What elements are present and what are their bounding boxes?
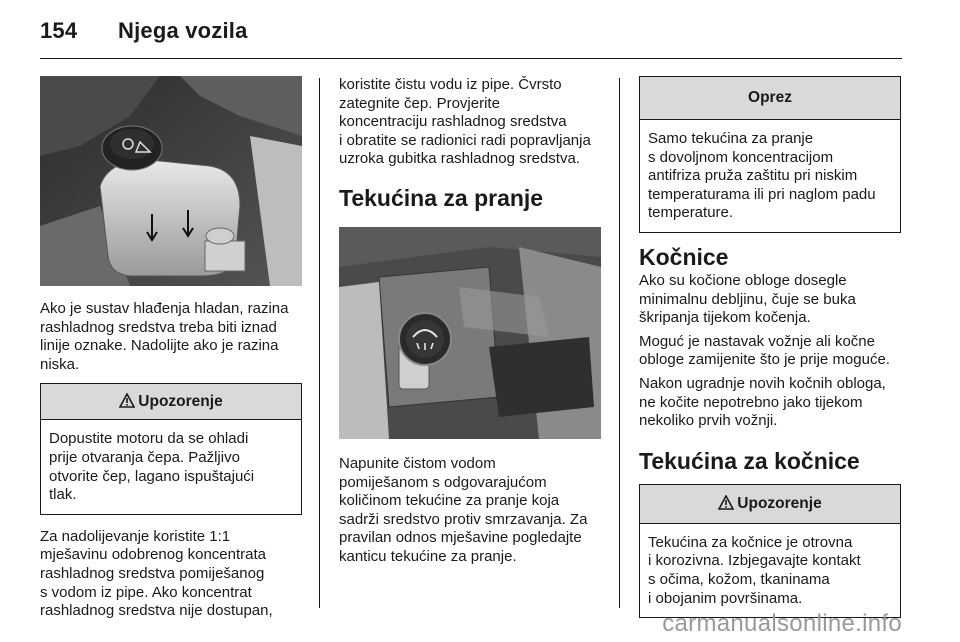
- text-line: zategnite čep. Provjerite: [339, 94, 500, 112]
- text-line: koristite čistu vodu iz pipe. Čvrsto: [339, 76, 562, 93]
- text-line: temperaturama ili pri naglom padu: [648, 185, 876, 203]
- brakes-heading: Kočnice: [639, 243, 729, 270]
- caution-box-header: Oprez: [640, 77, 900, 120]
- brakes-paragraph-1: [639, 272, 901, 328]
- text-line: Tekućina za kočnice je otrovna: [648, 533, 853, 551]
- text-line: s očima, kožom, tkaninama: [648, 570, 830, 588]
- column-divider-1: [319, 78, 320, 608]
- warning-box-coolant: [40, 383, 302, 514]
- coolant-continued-paragraph: [339, 76, 605, 169]
- text-line: s vodom iz pipe. Ako koncentrat: [40, 583, 252, 601]
- warning-box-header: [41, 384, 301, 420]
- coolant-level-paragraph: [40, 300, 302, 374]
- text-line: pomiješanom s odgovarajućom: [339, 473, 547, 491]
- warning-box-brake-fluid: [639, 484, 901, 618]
- caution-box: [639, 76, 901, 233]
- column-1: [40, 76, 302, 621]
- text-line: i obratite se radionici radi popravljanja: [339, 131, 591, 149]
- text-line: minimalnu debljinu, čuje se buka: [639, 290, 856, 308]
- text-line: linije oznake. Nadolijte ako je razina: [40, 337, 279, 355]
- warning-title: Upozorenje: [138, 393, 223, 411]
- text-line: pravilan odnos mješavine pogledajte: [339, 529, 582, 547]
- coolant-refill-paragraph: [40, 528, 302, 621]
- brake-fluid-heading: Tekućina za kočnice: [639, 447, 860, 474]
- text-line: niska.: [40, 355, 80, 373]
- text-line: sadrži sredstvo protiv smrzavanja. Za: [339, 510, 588, 528]
- washer-fluid-photo: [339, 227, 601, 439]
- text-line: Dopustite motoru da se ohladi: [49, 430, 249, 448]
- brakes-paragraph-3: [639, 375, 901, 431]
- warning-box-body: [640, 524, 900, 617]
- text-line: rashladnog sredstva treba biti iznad: [40, 318, 277, 336]
- text-line: Moguć je nastavak vožnje ali kočne: [639, 332, 875, 350]
- washer-fluid-paragraph: [339, 455, 605, 567]
- text-line: s dovoljnom koncentracijom: [648, 148, 834, 166]
- text-line: Nakon ugradnje novih kočnih obloga,: [639, 374, 886, 392]
- text-line: ne kočite nepotrebno jako tijekom: [639, 393, 863, 411]
- warning-triangle-icon: [718, 495, 734, 510]
- text-line: Ako je sustav hlađenja hladan, razina: [40, 300, 289, 317]
- coolant-reservoir-photo: [40, 76, 302, 286]
- warning-title: Upozorenje: [737, 494, 822, 512]
- text-line: rashladnog sredstva pomiješanog: [40, 564, 265, 582]
- text-line: Za nadolijevanje koristite 1:1: [40, 527, 231, 545]
- text-line: uzroka gubitka rashladnog sredstva.: [339, 150, 580, 168]
- column-3: [639, 76, 901, 618]
- text-line: nekoliko prvih vožnji.: [639, 412, 778, 430]
- text-line: otvorite čep, lagano ispuštajući: [49, 467, 255, 485]
- text-line: i obojanim površinama.: [648, 589, 803, 607]
- text-line: količinom tekućine za pranje koja: [339, 492, 560, 510]
- washer-fluid-heading: Tekućina za pranje: [339, 184, 544, 211]
- column-divider-2: [619, 78, 620, 608]
- text-line: antifriza pruža zaštitu pri niskim: [648, 167, 858, 185]
- text-line: mješavinu odobrenog koncentrata: [40, 546, 266, 564]
- text-line: koncentraciju rashladnog sredstva: [339, 113, 567, 131]
- page-number: 154: [40, 18, 78, 43]
- caution-box-body: [640, 120, 900, 232]
- text-line: kanticu tekućine za pranje.: [339, 547, 517, 565]
- column-2: [339, 76, 605, 567]
- warning-box-body: [41, 420, 301, 513]
- text-line: tlak.: [49, 486, 77, 504]
- text-line: škripanja tijekom kočenja.: [639, 309, 811, 327]
- watermark: carmanualsonline.info: [662, 610, 902, 637]
- text-line: obloge zamijenite što je prije moguće.: [639, 351, 890, 369]
- text-line: temperature.: [648, 204, 734, 222]
- text-line: Napunite čistom vodom: [339, 454, 496, 472]
- brakes-paragraph-2: [639, 333, 901, 370]
- header-rule: [40, 58, 902, 59]
- page-header: [40, 18, 248, 44]
- text-line: rashladnog sredstva nije dostupan,: [40, 602, 273, 620]
- text-line: prije otvaranja čepa. Pažljivo: [49, 448, 240, 466]
- text-line: Ako su kočione obloge dosegle: [639, 271, 847, 289]
- coolant-reservoir-illustration: [40, 76, 302, 286]
- warning-triangle-icon: [119, 393, 135, 408]
- page-section-title: Njega vozila: [118, 18, 248, 43]
- text-line: Samo tekućina za pranje: [648, 130, 814, 147]
- washer-fluid-illustration: [339, 227, 601, 439]
- text-line: i korozivna. Izbjegavajte kontakt: [648, 552, 861, 570]
- warning-box-header: [640, 485, 900, 524]
